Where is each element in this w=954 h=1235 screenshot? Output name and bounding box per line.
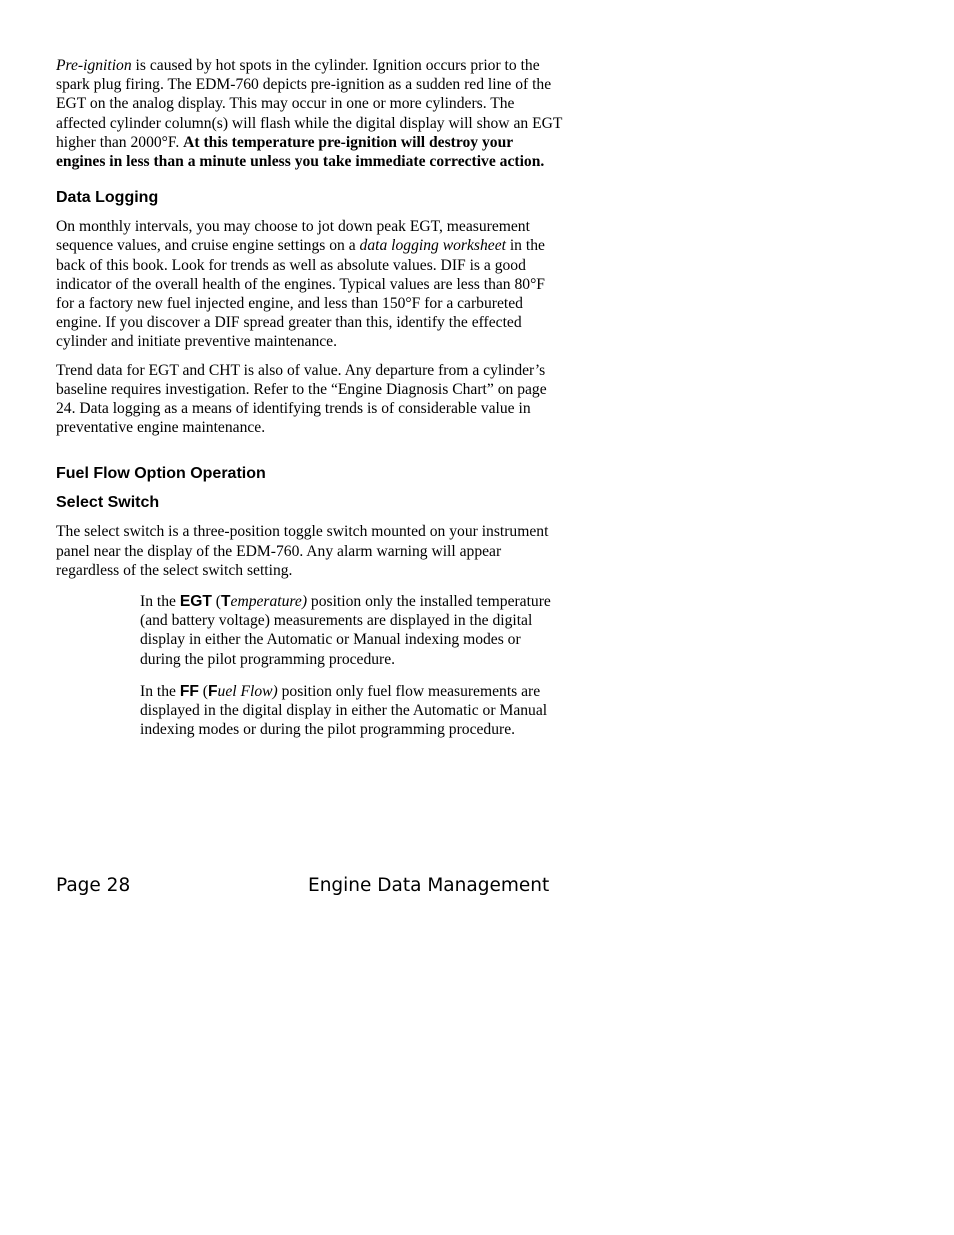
select-switch-heading: Select Switch [56,494,160,512]
preignition-term: Pre-ignition [56,57,132,74]
page-content [56,56,564,752]
fuel-flow-heading: Fuel Flow Option Operation [56,465,266,483]
data-logging-heading: Data Logging [56,189,159,207]
data-logging-worksheet-term: data logging worksheet [359,237,506,255]
ff-key: FF [179,682,199,700]
footer-page-number: Page 28 [56,875,131,896]
data-logging-p1-before: On monthly intervals, you may choose to jot down peak EGT, measurement sequence values, and cruise engine settings on a [56,218,530,255]
ff-rest: uel Flow) [217,682,278,700]
ff-position-paragraph [140,682,564,740]
ff-prefix: In the [140,682,180,700]
egt-position-paragraph [140,592,564,669]
select-switch-intro: The select switch is a three-position toggle switch mounted on your instrument panel near the display of the EDM-760. Any alarm warning will appear regardless of the select switch setting. [56,523,549,579]
data-logging-paragraph-2: Trend data for EGT and CHT is also of value. Any departure from a cylinder’s baseline requires investigation. Refer to the “Engine Diagnosis Chart” on page 24. Data logging as a means of identifying trends is of considerable value in preventative engine maintenance. [56,361,547,437]
egt-initial: T [221,593,231,611]
egt-key: EGT [179,593,212,611]
egt-open-paren: ( [211,593,221,611]
preignition-text: is caused by hot spots in the cylinder. Ignition occurs prior to the spark plug firing. The EDM-760 depicts pre-ignition as a sudden red line of the EGT on the analog display. This may occur in one or more cylinders. The affected cylinder column(s) will flash while the digital display will show an EGT higher than 2000°F. [56,57,563,151]
egt-text: position only the installed temperature (and battery voltage) measurements are displayed in the digital display in either the Automatic or Manual indexing modes or during the pilot programming procedure. [140,593,551,668]
ff-open-paren: ( [198,682,208,700]
data-logging-p1-after: in the back of this book. Look for trends as well as absolute values. DIF is a good indicator of the overall health of the engines. Typical values are less than 80°F for a factory new fuel injected engine, and less than 150°F for a carbureted engine. If you discover a DIF spread greater than this, identify the effected cylinder and initiate preventive maintenance. [56,237,545,351]
egt-rest: emperature) [230,593,308,611]
preignition-paragraph [56,56,564,171]
preignition-warning: At this temperature pre-ignition will destroy your engines in less than a minute unless you take immediate corrective action. [56,133,545,171]
ff-text: position only fuel flow measurements are displayed in the digital display in either the Automatic or Manual indexing modes or during the pilot programming procedure. [140,682,548,739]
ff-initial: F [208,682,218,700]
egt-prefix: In the [140,593,180,611]
footer-title: Engine Data Management [308,875,550,896]
data-logging-paragraph-1 [56,217,564,351]
